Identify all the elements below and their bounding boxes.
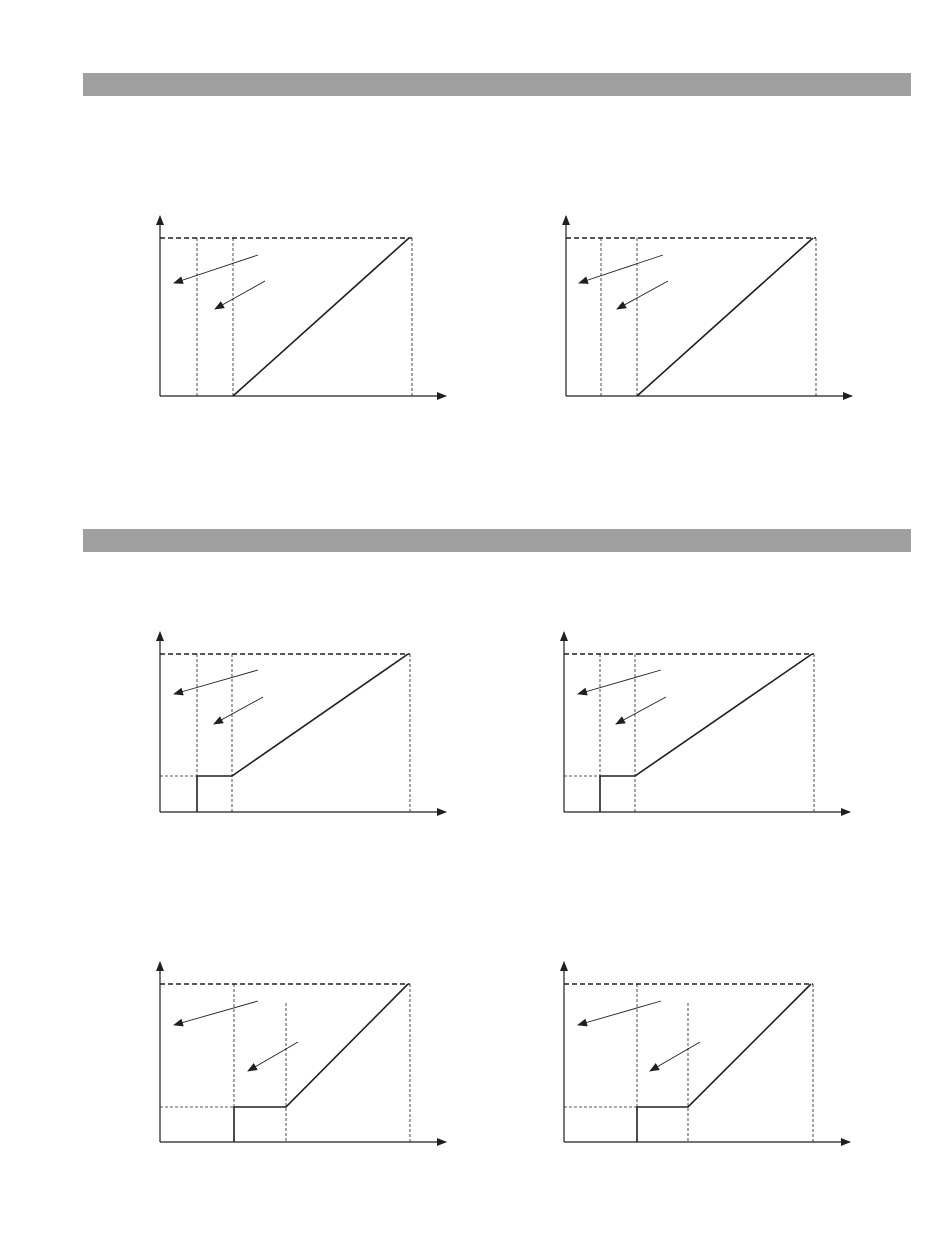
callout-arrow-1	[174, 255, 258, 283]
callout-arrow-2	[214, 697, 263, 724]
callout-arrow-2	[650, 1042, 700, 1071]
chart-2-top-right	[564, 632, 850, 812]
output-ramp-line	[233, 238, 409, 396]
callout-arrow-1	[578, 1001, 661, 1025]
chart-2-top-left	[160, 632, 446, 812]
callout-arrow-1	[174, 670, 258, 694]
callout-arrow-2	[215, 281, 265, 309]
output-ramp-line	[637, 238, 813, 396]
chart-1-right	[566, 216, 852, 396]
callout-arrow-1	[578, 670, 661, 694]
output-step-ramp-line	[234, 984, 408, 1142]
callout-arrow-1	[174, 1001, 258, 1025]
chart-2-bottom-right	[564, 962, 850, 1142]
chart-1-left	[160, 216, 446, 396]
chart-2-bottom-left	[160, 962, 446, 1142]
callout-arrow-2	[616, 697, 666, 724]
output-step-ramp-line	[197, 654, 408, 812]
callout-arrow-2	[617, 281, 668, 309]
callout-arrow-1	[579, 255, 663, 283]
callout-arrow-2	[248, 1042, 298, 1071]
output-step-ramp-line	[600, 654, 812, 812]
